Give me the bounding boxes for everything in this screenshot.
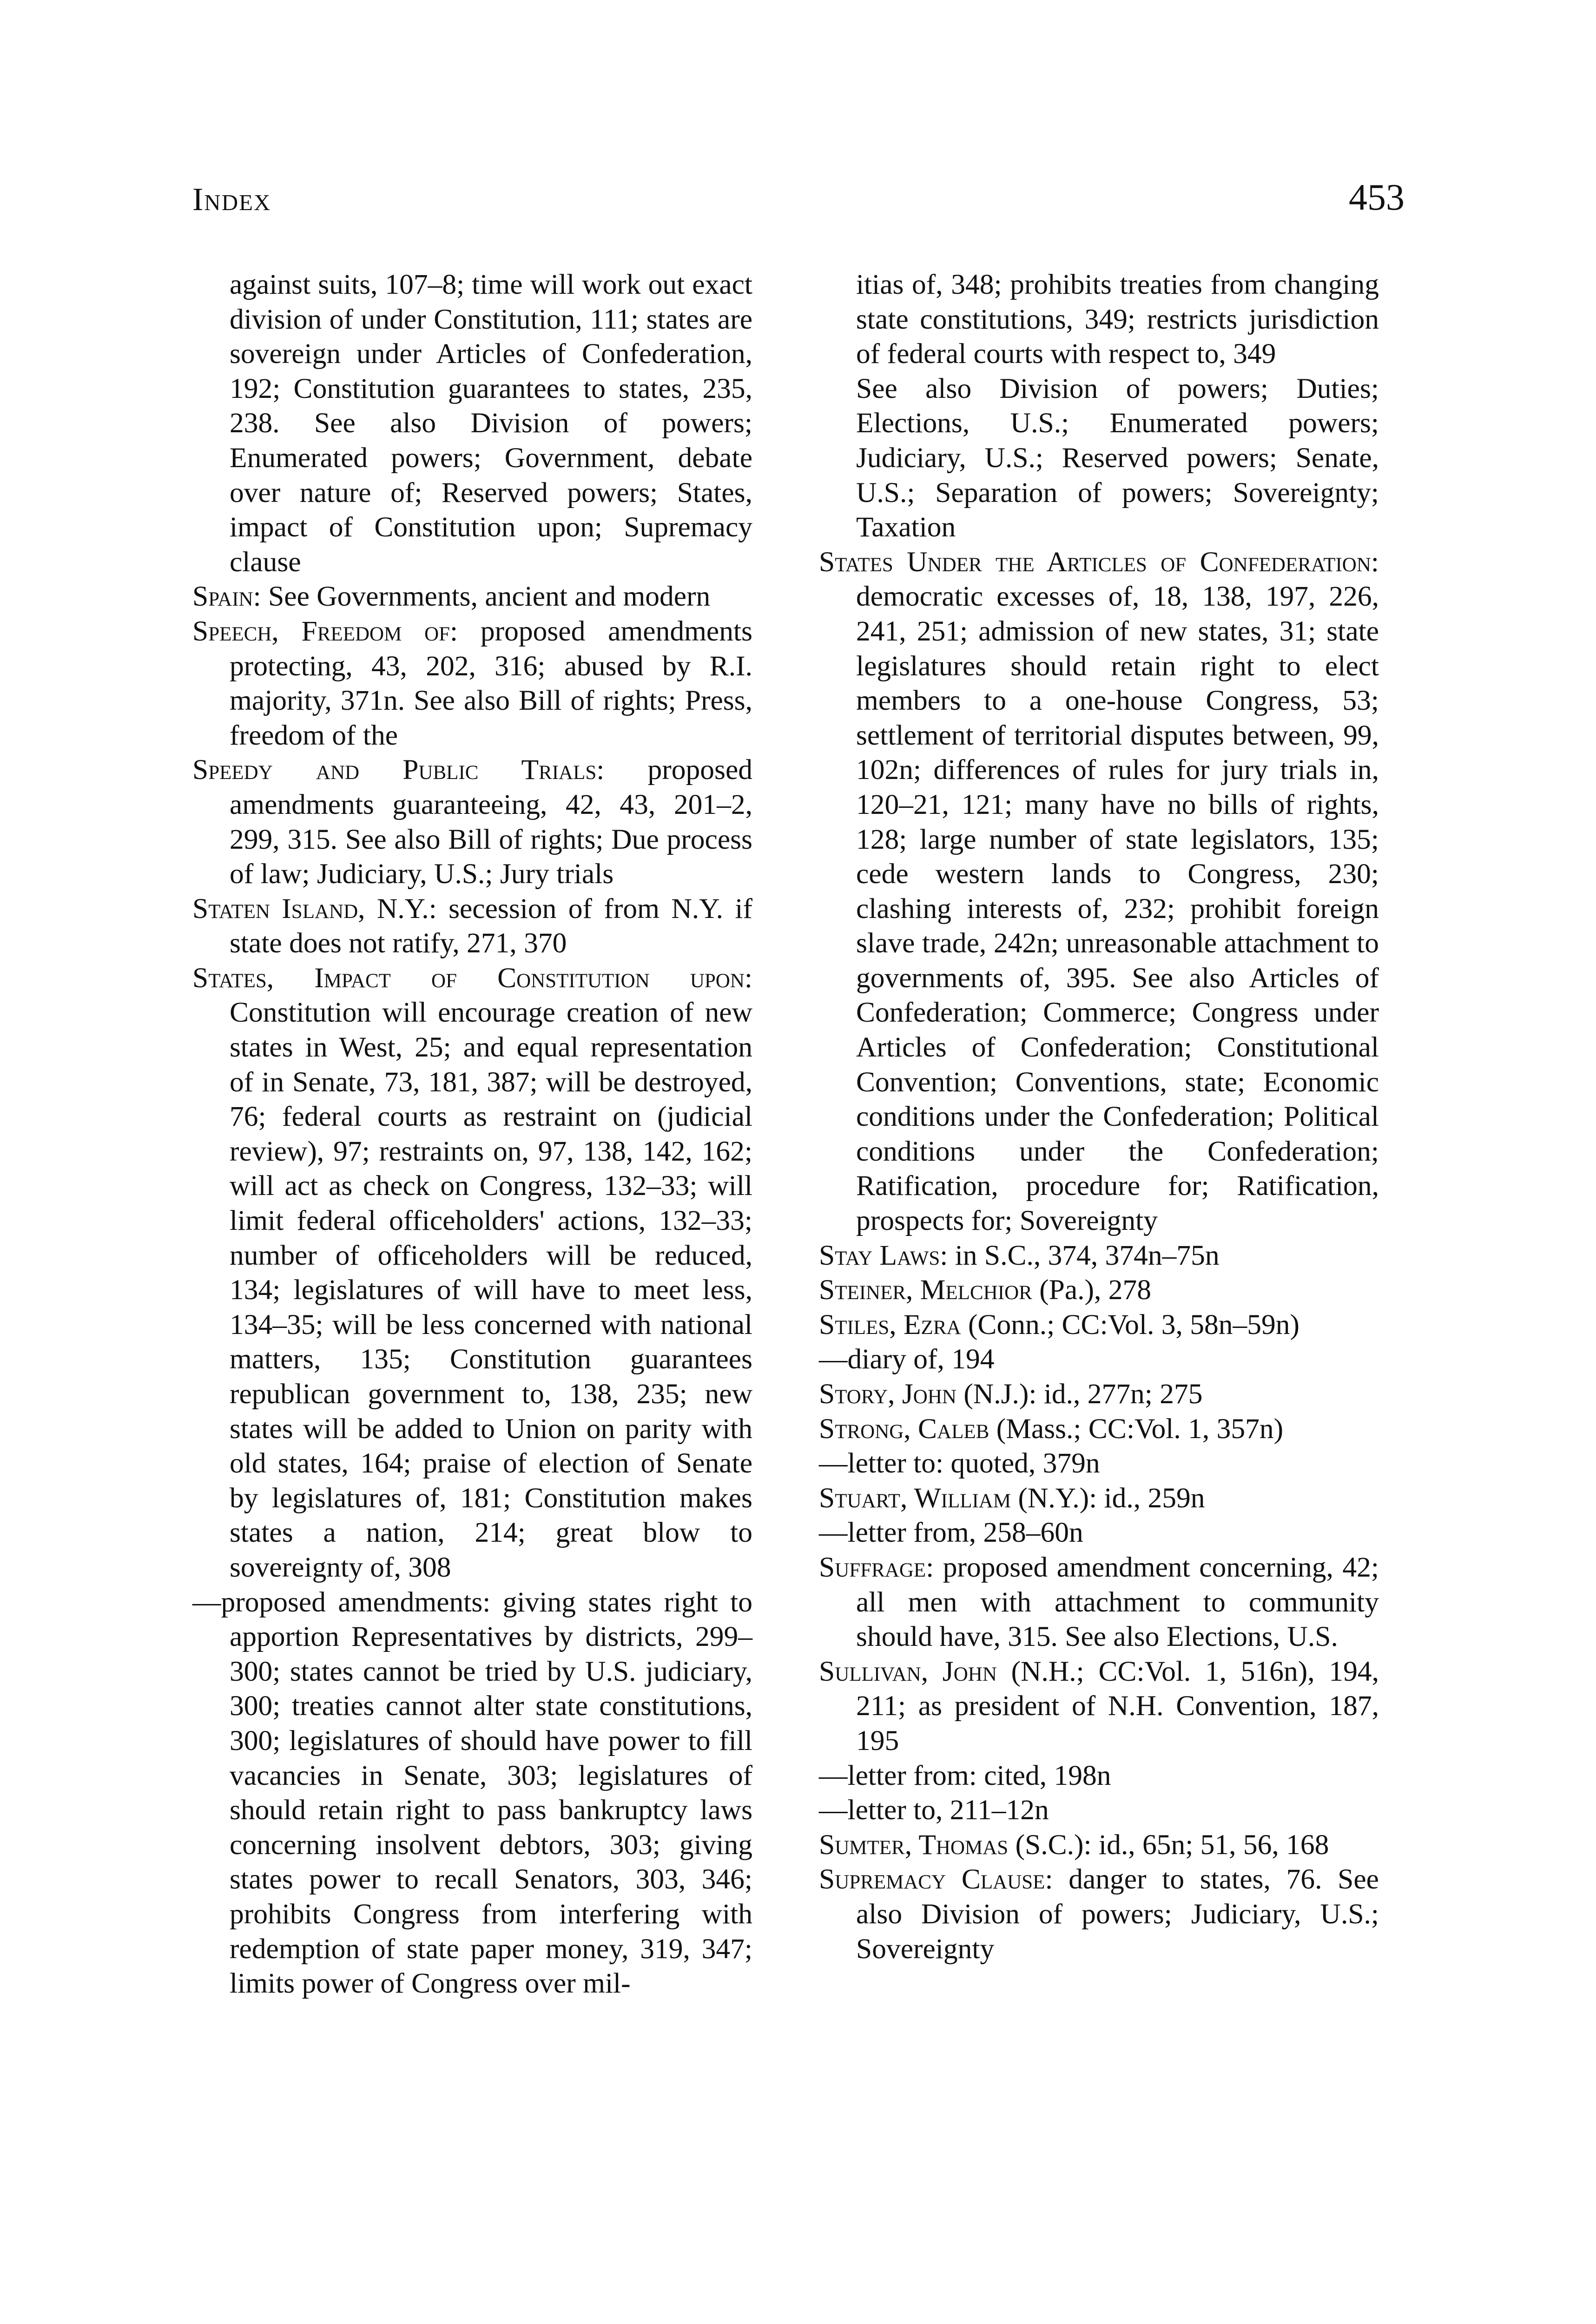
index-entry: Speech, Freedom of: proposed amendments protecting, 43, 202, 316; abused by R.I. majority, 371n. See also Bill of rights; Press, freedom of the bbox=[192, 615, 752, 751]
page-number: 453 bbox=[1349, 177, 1405, 218]
index-entry: Staten Island, N.Y.: secession of from N.Y. if state does not ratify, 271, 370 bbox=[192, 892, 752, 959]
index-entry: States Under the Articles of Confederation: democratic excesses of, 18, 138, 197, 226, 241, 251; admission of new states, 31; state legislatures should retain right to elect members to a one-house Congress, 53; settlement of territorial disputes between, 99, 102n; differences of rules for jury trials in, 120–21, 121; many have no bills of rights, 128; large number of state legislators, 135; cede western lands to Congress, 230; clashing interests of, 232; prohibit foreign slave trade, 242n; unreasonable attachment to governments of, 395. See also Articles of Confederation; Commerce; Congress under Articles of Confederation; Constitutional Convention; Conventions, state; Economic conditions under the Confederation; Political conditions under the Confederation; Ratification, procedure for; Ratification, prospects for; Sovereignty bbox=[819, 546, 1379, 1237]
index-entry: Stay Laws: in S.C., 374, 374n–75n bbox=[819, 1239, 1220, 1271]
index-entry: against suits, 107–8; time will work out exact division of under Constitution, 111; states are sovereign under Articles of Confederation, 192; Constitution guarantees to states, 235, 238. See also Division of powers; Enumerated powers; Government, debate over nature of; Reserved powers; States, impact of Constitution upon; Supremacy clause bbox=[230, 269, 752, 578]
index-subentry: —letter from: cited, 198n bbox=[819, 1759, 1111, 1791]
index-entry: Steiner, Melchior (Pa.), 278 bbox=[819, 1274, 1152, 1306]
index-entry: Spain: See Governments, ancient and modern bbox=[192, 581, 711, 613]
index-entry: Stiles, Ezra (Conn.; CC:Vol. 3, 58n–59n) bbox=[819, 1308, 1299, 1340]
index-entry: Stuart, William (N.Y.): id., 259n bbox=[819, 1482, 1205, 1514]
index-subentry: —letter to, 211–12n bbox=[819, 1794, 1049, 1826]
index-entry: Sumter, Thomas (S.C.): id., 65n; 51, 56, 168 bbox=[819, 1829, 1329, 1861]
running-head: Index bbox=[192, 182, 271, 218]
index-subentry: —diary of, 194 bbox=[819, 1343, 995, 1375]
index-entry: Suffrage: proposed amendment concerning, 42; all men with attachment to community should have, 315. See also Elections, U.S. bbox=[819, 1551, 1379, 1653]
index-entry: See also Division of powers; Duties; Elections, U.S.; Enumerated powers; Judiciary, U.S.; Reserved powers; Senate, U.S.; Separation of powers; Sovereignty; Taxation bbox=[856, 372, 1379, 543]
index-column-left bbox=[192, 267, 752, 2001]
index-entry: Strong, Caleb (Mass.; CC:Vol. 1, 357n) bbox=[819, 1413, 1284, 1445]
index-entry: Story, John (N.J.): id., 277n; 275 bbox=[819, 1378, 1203, 1410]
index-subentry: —proposed amendments: giving states right to apportion Representatives by districts, 299–300; states cannot be tried by U.S. judiciary, 300; treaties cannot alter state constitutions, 300; legislatures of should have power to fill vacancies in Senate, 303; legislatures of should retain right to pass bankruptcy laws concerning insolvent debtors, 303; giving states power to recall Senators, 303, 346; prohibits Congress from interfering with redemption of state paper money, 319, 347; limits power of Congress over mil- bbox=[192, 1586, 752, 2000]
index-entry: Speedy and Public Trials: proposed amendments guaranteeing, 42, 43, 201–2, 299, 315. See also Bill of rights; Due process of law; Judiciary, U.S.; Jury trials bbox=[192, 754, 753, 890]
index-entry: itias of, 348; prohibits treaties from changing state constitutions, 349; restricts jurisdiction of federal courts with respect to, 349 bbox=[856, 269, 1379, 370]
index-column-right bbox=[819, 267, 1379, 1966]
index-entry: Supremacy Clause: danger to states, 76. See also Division of powers; Judiciary, U.S.; Sovereignty bbox=[819, 1863, 1379, 1965]
index-subentry: —letter to: quoted, 379n bbox=[819, 1447, 1100, 1479]
index-entry: States, Impact of Constitution upon: Constitution will encourage creation of new states in West, 25; and equal representation of in Senate, 73, 181, 387; will be destroyed, 76; federal courts as restraint on (judicial review), 97; restraints on, 97, 138, 142, 162; will act as check on Congress, 132–33; will limit federal officeholders' actions, 132–33; number of officeholders will be reduced, 134; legislatures of will have to meet less, 134–35; will be less concerned with national matters, 135; Constitution guarantees republican government to, 138, 235; new states will be added to Union on parity with old states, 164; praise of election of Senate by legislatures of, 181; Constitution makes states a nation, 214; great blow to sovereignty of, 308 bbox=[192, 962, 752, 1583]
index-entry: Sullivan, John (N.H.; CC:Vol. 1, 516n), 194, 211; as president of N.H. Convention, 187, 195 bbox=[819, 1655, 1379, 1756]
index-subentry: —letter from, 258–60n bbox=[819, 1517, 1083, 1549]
